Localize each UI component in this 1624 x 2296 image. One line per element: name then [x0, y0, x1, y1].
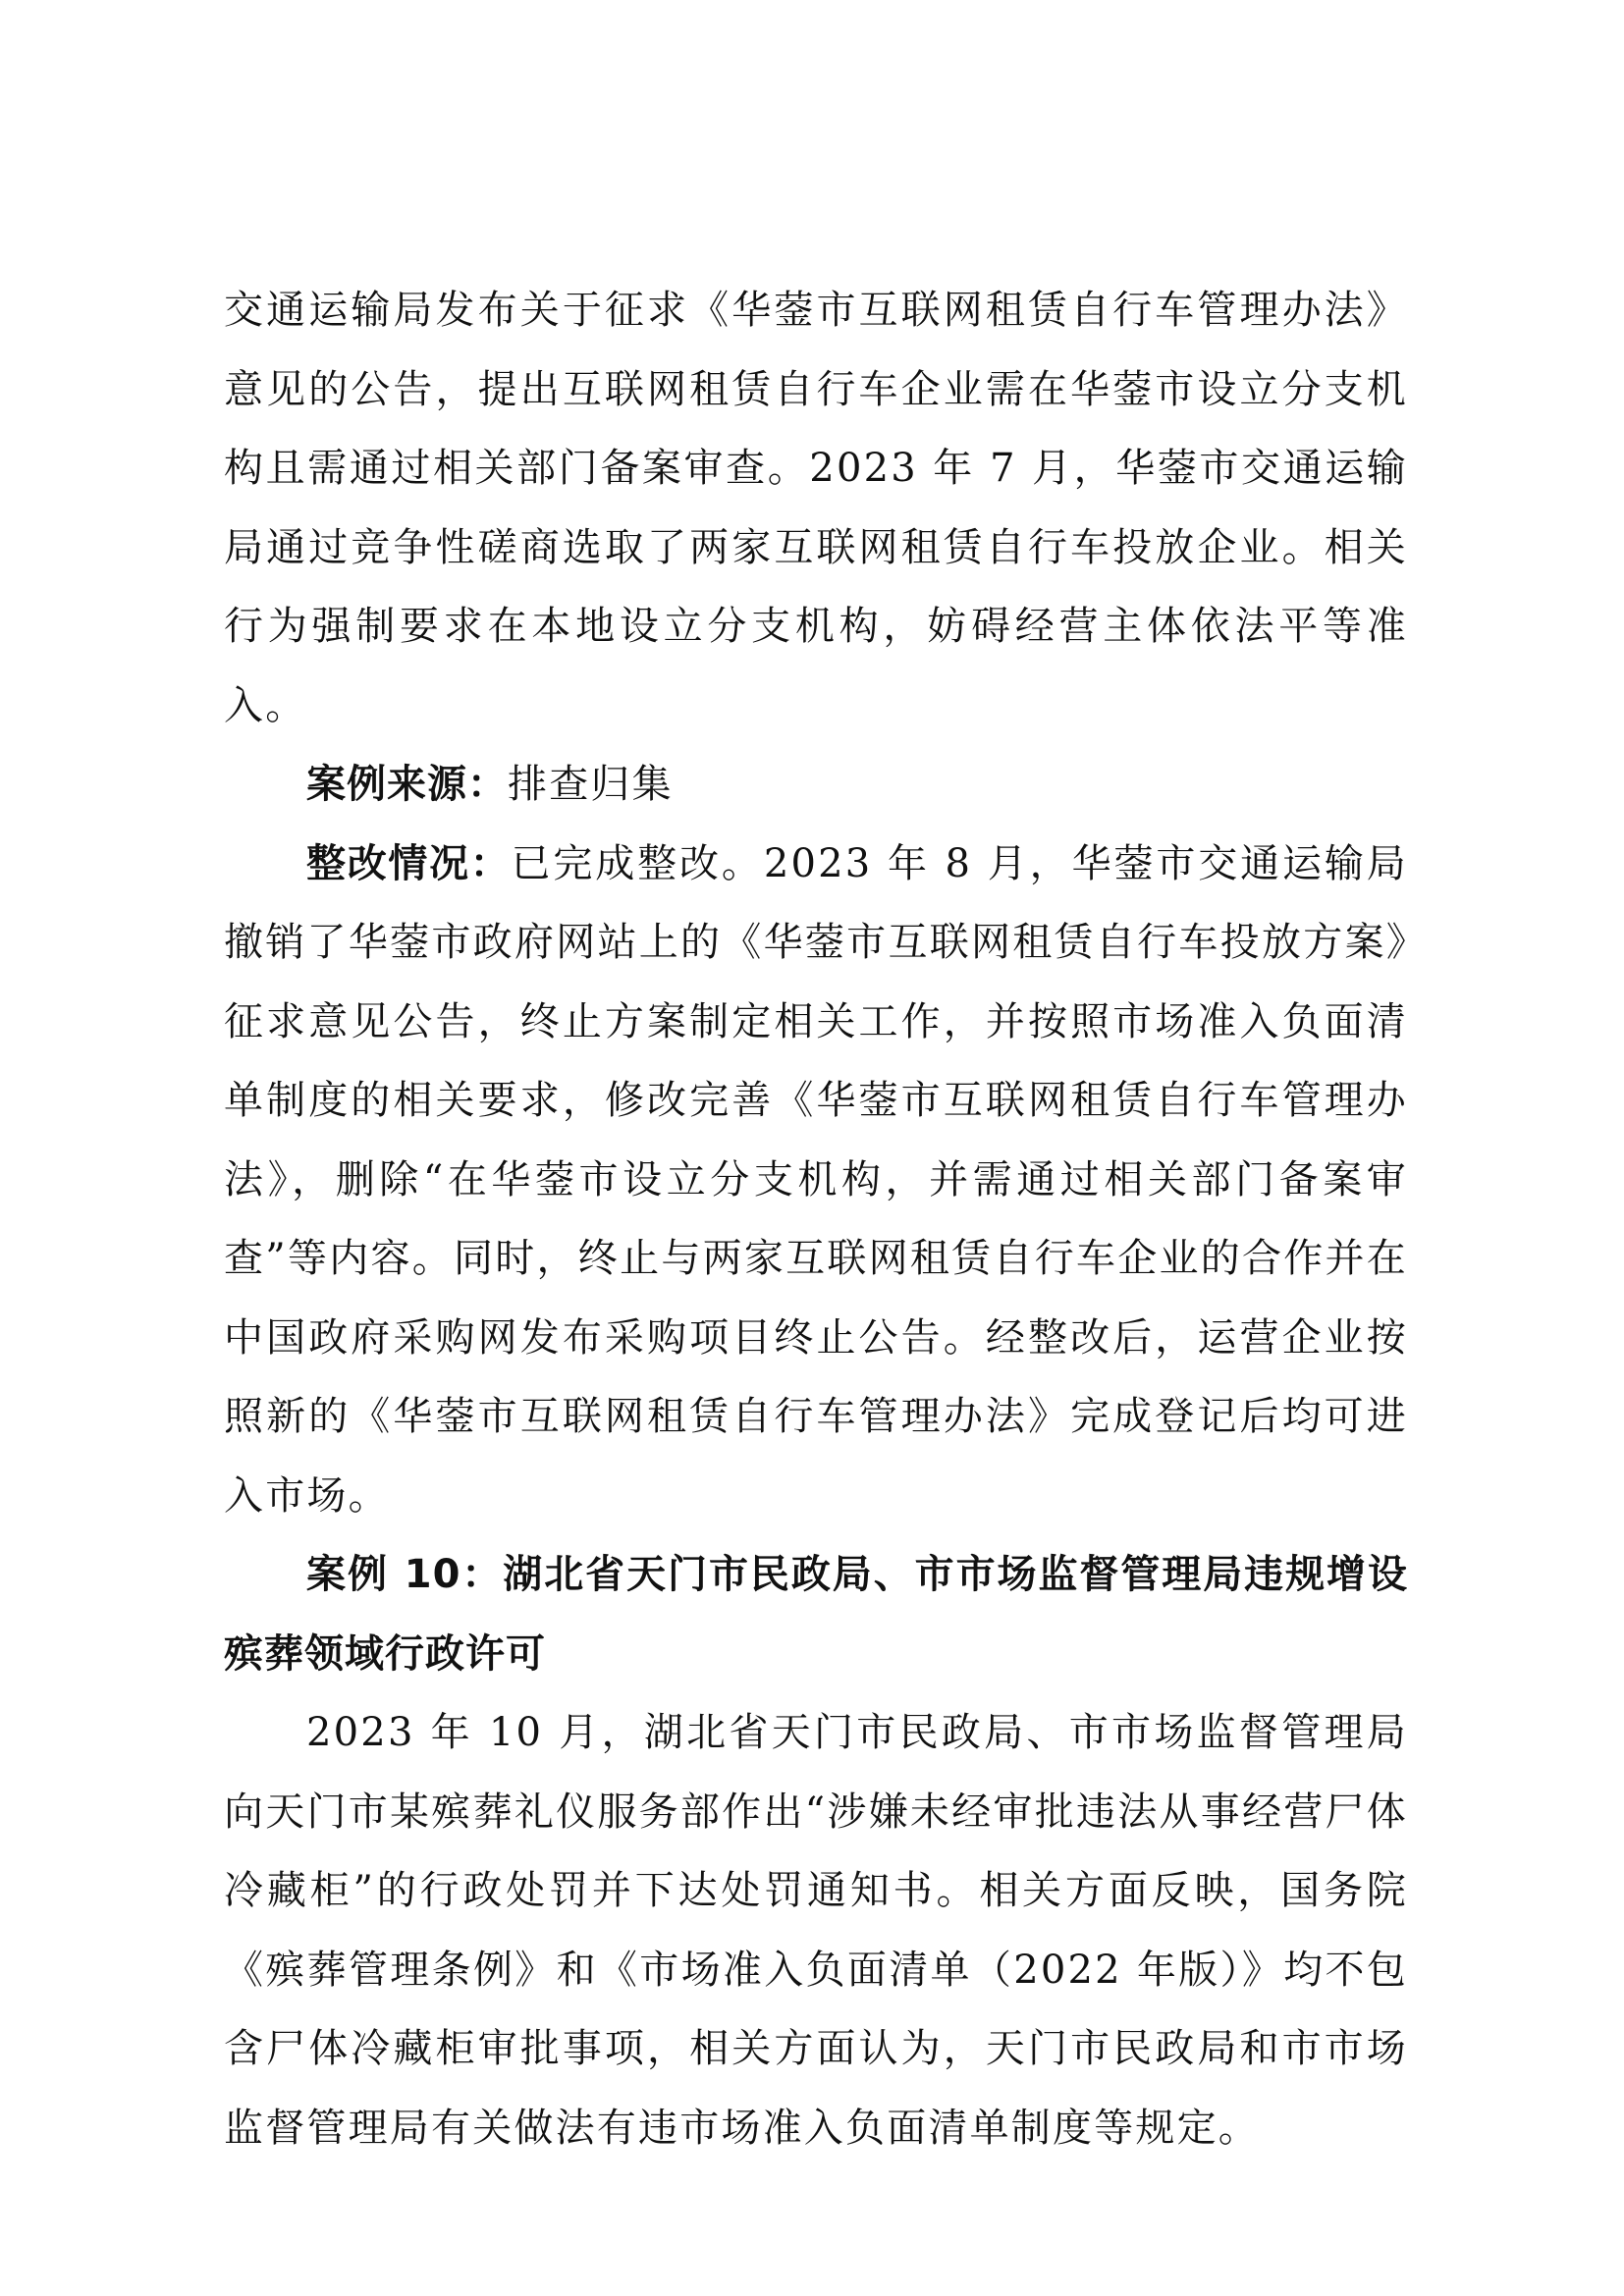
- document-page: [224, 271, 1408, 2167]
- rectification-text: 已完成整改。2023 年 8 月，华蓥市交通运输局撤销了华蓥市政府网站上的《华蓥市互联网租赁自行车投放方案》征求意见公告，终止方案制定相关工作，并按照市场准入负面清单制度的相关要求，修改完善《华蓥市互联网租赁自行车管理办法》，删除“在华蓥市设立分支机构，并需通过相关部门备案审查”等内容。同时，终止与两家互联网租赁自行车企业的合作并在中国政府采购网发布采购项目终止公告。经整改后，运营企业按照新的《华蓥市互联网租赁自行车管理办法》完成登记后均可进入市场。: [224, 840, 1409, 1519]
- rectification-paragraph: [224, 825, 1408, 1536]
- case-source-line: [224, 745, 1408, 825]
- case10-heading: 案例 10：湖北省天门市民政局、市市场监督管理局违规增设殡葬领域行政许可: [224, 1552, 1408, 1677]
- case-source-label: 案例来源：: [306, 762, 508, 807]
- rectification-label: 整改情况：: [306, 840, 512, 886]
- case10-body-paragraph: 2023 年 10 月，湖北省天门市民政局、市市场监督管理局向天门市某殡葬礼仪服务部作出“涉嫌未经审批违法从事经营尸体冷藏柜”的行政处罚并下达处罚通知书。相关方面反映，国务院《殡葬管理条例》和《市场准入负面清单（2022 年版）》均不包含尸体冷藏柜审批事项，相关方面认为，天门市民政局和市市场监督管理局有关做法有违市场准入负面清单制度等规定。: [224, 1710, 1408, 2151]
- paragraph-case9-description: 交通运输局发布关于征求《华蓥市互联网租赁自行车管理办法》意见的公告，提出互联网租赁自行车企业需在华蓥市设立分支机构且需通过相关部门备案审查。2023 年 7 月，华蓥市交通运输局通过竞争性磋商选取了两家互联网租赁自行车投放企业。相关行为强制要求在本地设立分支机构，妨碍经营主体依法平等准入。: [224, 288, 1408, 728]
- case-source-value: 排查归集: [508, 762, 674, 807]
